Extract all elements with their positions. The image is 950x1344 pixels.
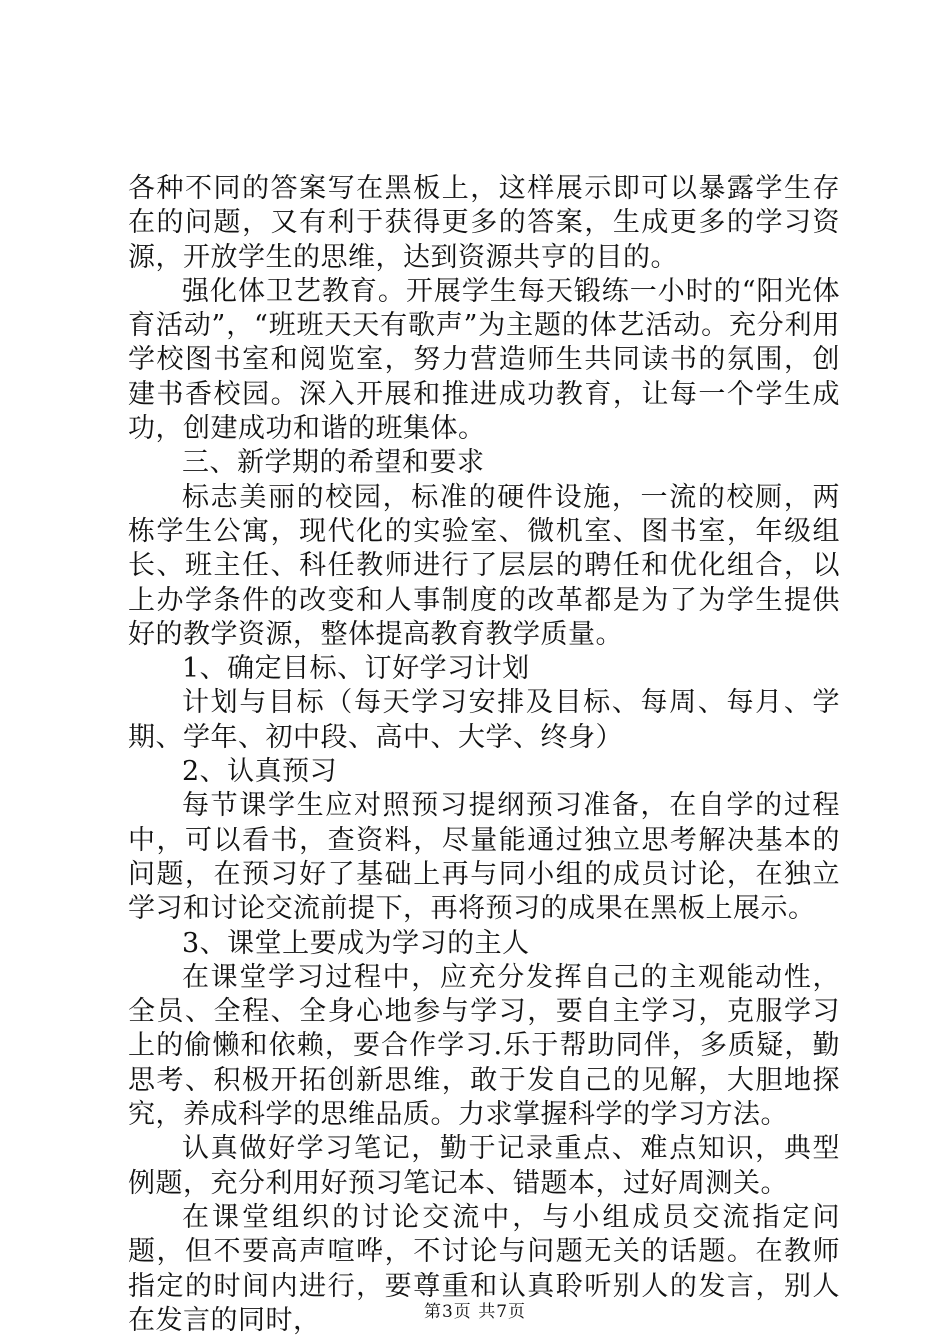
- section-heading-3: 三、新学期的希望和要求: [182, 447, 485, 479]
- paragraph-1: 各种不同的答案写在黑板上，这样展示即可以暴露学生存在的问题，又有利于获得更多的答案，生成更多的学习资源，开放学生的思维，达到资源共亨的目的。: [128, 173, 840, 273]
- paragraph-12: 在课堂组织的讨论交流中，与小组成员交流指定问题，但不要高声喧哗，不讨论与问题无关的话题。在教师指定的时间内进行，要尊重和认真聆听别人的发言，别人在发言的同时，: [128, 1201, 840, 1336]
- paragraph-2: 强化体卫艺教育。开展学生每天锻练一小时的“阳光体育活动”，“班班天天有歌声”为主题的体艺活动。充分利用学校图书室和阅览室，努力营造师生共同读书的氛围，创建书香校园。深入开展和推进成功教育，让每一个学生成功，创建成功和谐的班集体。: [128, 275, 840, 445]
- subheading-3: 3、课堂上要成为学习的主人: [182, 927, 530, 959]
- paragraph-10: 在课堂学习过程中，应充分发挥自己的主观能动性，全员、全程、全身心地参与学习，要自主学习，克服学习上的偷懒和依赖，要合作学习.乐于帮助同伴，多质疑，勤思考、积极开拓创新思维，敢于发自己的见解，大胆地探究，养成科学的思维品质。力求掌握科学的学习方法。: [128, 961, 840, 1131]
- paragraph-8: 每节课学生应对照预习提纲预习准备，在自学的过程中，可以看书，查资料，尽量能通过独立思考解决基本的问题，在预习好了基础上再与同小组的成员讨论，在独立学习和讨论交流前提下，再将预习的成果在黑板上展示。: [128, 790, 840, 925]
- page-footer: [0, 1302, 950, 1322]
- paragraph-4: 标志美丽的校园，标准的硬件设施，一流的校厕，两栋学生公寓，现代化的实验室、微机室、图书室，年级组长、班主任、科任教师进行了层层的聘任和优化组合，以上办学条件的改变和人事制度的改革都是为了为学生提供好的教学资源，整体提高教育教学质量。: [128, 481, 840, 650]
- subheading-2: 2、认真预习: [182, 756, 338, 788]
- page-number-label: 第3页 共7页: [423, 1302, 527, 1322]
- subheading-1: 1、确定目标、订好学习计划: [182, 653, 530, 685]
- paragraph-11: 认真做好学习笔记，勤于记录重点、难点知识，典型例题，充分利用好预习笔记本、错题本，过好周测关。: [128, 1133, 840, 1199]
- paragraph-6: 计划与目标（每天学习安排及目标、每周、每月、学期、学年、初中段、高中、大学、终身）: [128, 687, 840, 753]
- document-body: [128, 172, 840, 1338]
